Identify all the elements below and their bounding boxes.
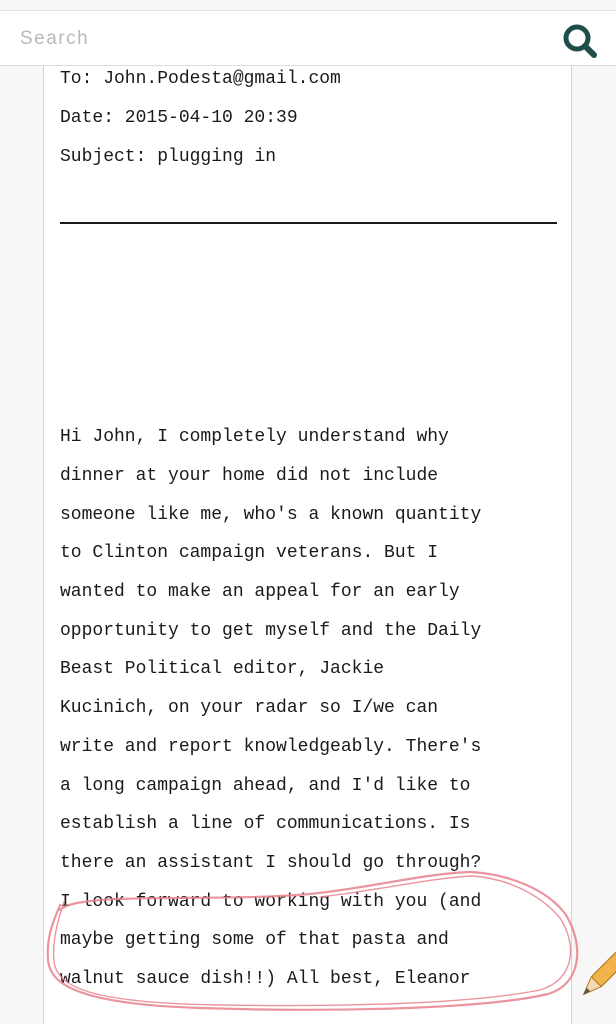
email-body-line: someone like me, who's a known quantity xyxy=(60,505,482,525)
email-body-line: there an assistant I should go through? xyxy=(60,853,482,873)
email-body-line: to Clinton campaign veterans. But I xyxy=(60,543,439,563)
email-document xyxy=(43,66,572,1024)
email-body-line: a long campaign ahead, and I'd like to xyxy=(60,776,471,796)
email-body-line: Beast Political editor, Jackie xyxy=(60,659,385,679)
search-button[interactable] xyxy=(556,19,604,59)
email-body-line: Hi John, I completely understand why xyxy=(60,427,449,447)
header-divider xyxy=(60,222,557,224)
email-body-line: opportunity to get myself and the Daily xyxy=(60,621,482,641)
search-bar xyxy=(0,10,616,66)
email-body-line: dinner at your home did not include xyxy=(60,466,439,486)
search-input[interactable] xyxy=(20,23,520,55)
email-body-line: wanted to make an appeal for an early xyxy=(60,582,460,602)
email-body-line: maybe getting some of that pasta and xyxy=(60,930,449,950)
email-body-line: write and report knowledgeably. There's xyxy=(60,737,482,757)
email-subject: Subject: plugging in xyxy=(60,147,277,167)
email-date: Date: 2015-04-10 20:39 xyxy=(60,108,298,128)
email-body-line: walnut sauce dish!!) All best, Eleanor xyxy=(60,969,471,989)
email-body-line: establish a line of communications. Is xyxy=(60,814,471,834)
email-body-line: I look forward to working with you (and xyxy=(60,892,482,912)
email-to: To: John.Podesta@gmail.com xyxy=(60,69,341,89)
email-body-line: Kucinich, on your radar so I/we can xyxy=(60,698,439,718)
pencil-icon xyxy=(579,947,616,999)
magnifier-icon xyxy=(556,19,604,59)
